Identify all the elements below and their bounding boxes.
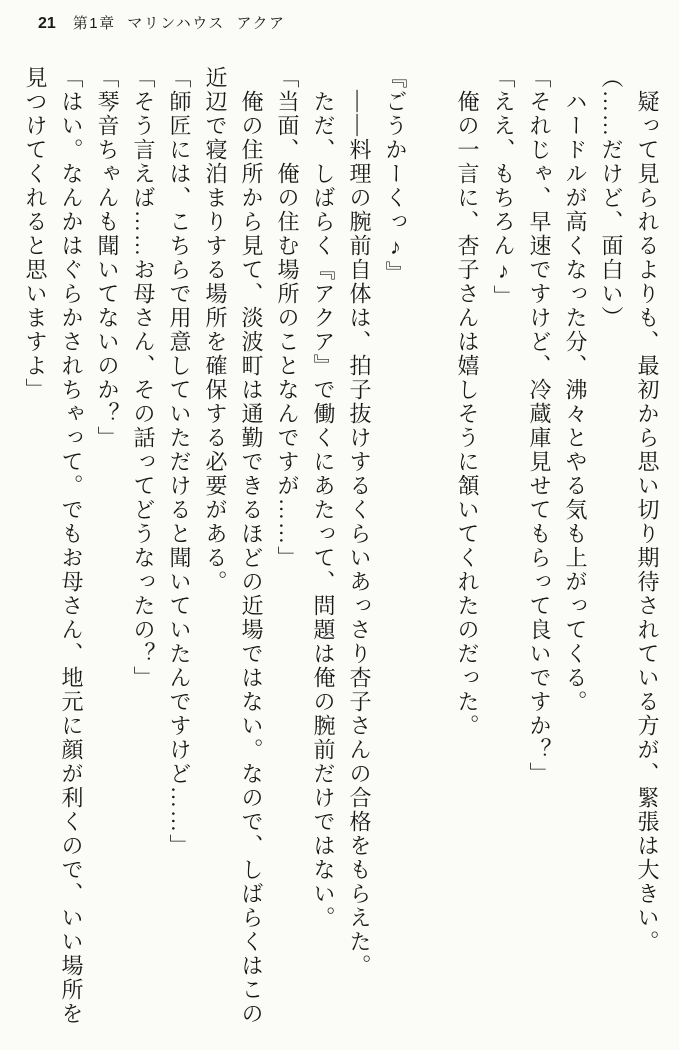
text-line: 「ええ、もちろん♪」 bbox=[491, 66, 516, 309]
text-line: 近辺で寝泊まりする場所を確保する必要がある。 bbox=[203, 66, 228, 594]
text-line: 「はい。なんかはぐらかされちゃって。でもお母さん、地元に顔が利くので、いい場所を bbox=[59, 66, 84, 1026]
chapter-title: 第1章 マリンハウス アクア bbox=[72, 15, 286, 32]
page-number: 21 bbox=[38, 15, 56, 32]
text-line: ――料理の腕前自体は、拍子抜けするくらいあっさり杏子さんの合格をもらえた。 bbox=[347, 90, 372, 978]
text-line: 疑って見られるよりも、最初から思い切り期待されている方が、緊張は大きい。 bbox=[635, 90, 660, 954]
text-line-blank bbox=[413, 66, 449, 1034]
text-line: 「それじゃ、早速ですけど、冷蔵庫見せてもらって良いですか？」 bbox=[527, 66, 552, 786]
page-header bbox=[38, 12, 286, 33]
text-line: 「そう言えば……お母さん、その話ってどうなったの？」 bbox=[131, 66, 156, 690]
text-line: 俺の住所から見て、淡波町は通勤できるほどの近場ではない。なので、しばらくはこの bbox=[239, 90, 264, 1026]
text-line: 俺の一言に、杏子さんは嬉しそうに頷いてくれたのだった。 bbox=[455, 90, 480, 738]
text-line: 見つけてくれると思いますよ」 bbox=[23, 66, 48, 402]
text-line: 「琴音ちゃんも聞いてないのか？」 bbox=[95, 66, 120, 450]
text-line: 「当面、俺の住む場所のことなんですが……」 bbox=[275, 66, 300, 570]
text-line: ただ、しばらく『アクア』で働くにあたって、問題は俺の腕前だけではない。 bbox=[311, 90, 336, 930]
page-body bbox=[17, 66, 665, 1034]
text-line: 『ごうかーくっ♪』 bbox=[383, 66, 408, 285]
text-line: 「師匠には、こちらで用意していただけると聞いていたんですけど……」 bbox=[167, 66, 192, 858]
text-line: （……だけど、面白い） bbox=[599, 66, 624, 330]
text-line: ハードルが高くなった分、沸々とやる気も上がってくる。 bbox=[563, 90, 588, 714]
